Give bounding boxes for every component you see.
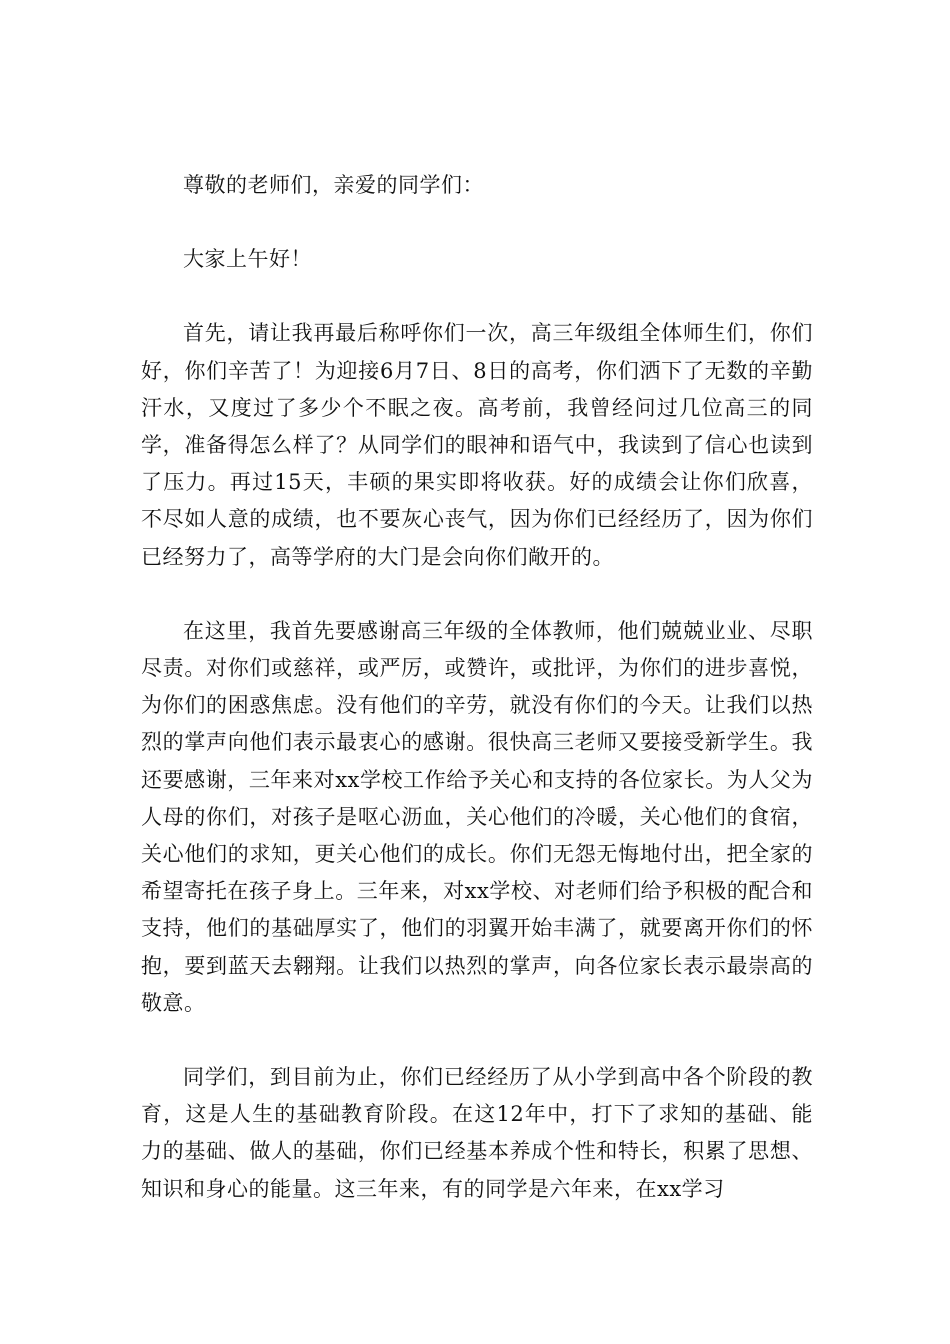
paragraph-thanks: 在这里，我首先要感谢高三年级的全体教师，他们兢兢业业、尽职尽责。对你们或慈祥，或严厉，或赞许，或批评，为你们的进步喜悦，为你们的困惑焦虑。没有他们的辛劳，就没有你们的今天。让我们以热烈的掌声向他们表示最衷心的感谢。很快高三老师又要接受新学生。我还要感谢，三年来对xx学校工作给予关心和支持的各位家长。为人父为人母的你们，对孩子是呕心沥血，关心他们的冷暖，关心他们的食宿，关心他们的求知，更关心他们的成长。你们无怨无悔地付出，把全家的希望寄托在孩子身上。三年来，对xx学校、对老师们给予积极的配合和支持，他们的基础厚实了，他们的羽翼开始丰满了，就要离开你们的怀抱，要到蓝天去翱翔。让我们以热烈的掌声，向各位家长表示最崇高的敬意。 — [141, 618, 813, 1015]
paragraph-opening: 首先，请让我再最后称呼你们一次，高三年级组全体师生们，你们好，你们辛苦了！为迎接6月7日、8日的高考，你们洒下了无数的辛勤汗水，又度过了多少个不眠之夜。高考前，我曾经问过几位高三的同学，准备得怎么样了？从同学们的眼神和语气中，我读到了信心也读到了压力。再过15天，丰硕的果实即将收获。好的成绩会让你们欣喜，不尽如人意的成绩，也不要灰心丧气，因为你们已经经历了，因为你们已经努力了，高等学府的大门是会向你们敞开的。 — [141, 321, 813, 569]
greeting: 大家上午好！ — [183, 247, 312, 272]
salutation: 尊敬的老师们，亲爱的同学们： — [183, 173, 484, 197]
paragraph-students: 同学们，到目前为止，你们已经经历了从小学到高中各个阶段的教育，这是人生的基础教育阶段。在这12年中，打下了求知的基础、能力的基础、做人的基础，你们已经基本养成个性和特长，积累了思想、知识和身心的能量。这三年来，有的同学是六年来，在xx学习 — [141, 1065, 813, 1201]
document-body — [141, 167, 813, 1245]
